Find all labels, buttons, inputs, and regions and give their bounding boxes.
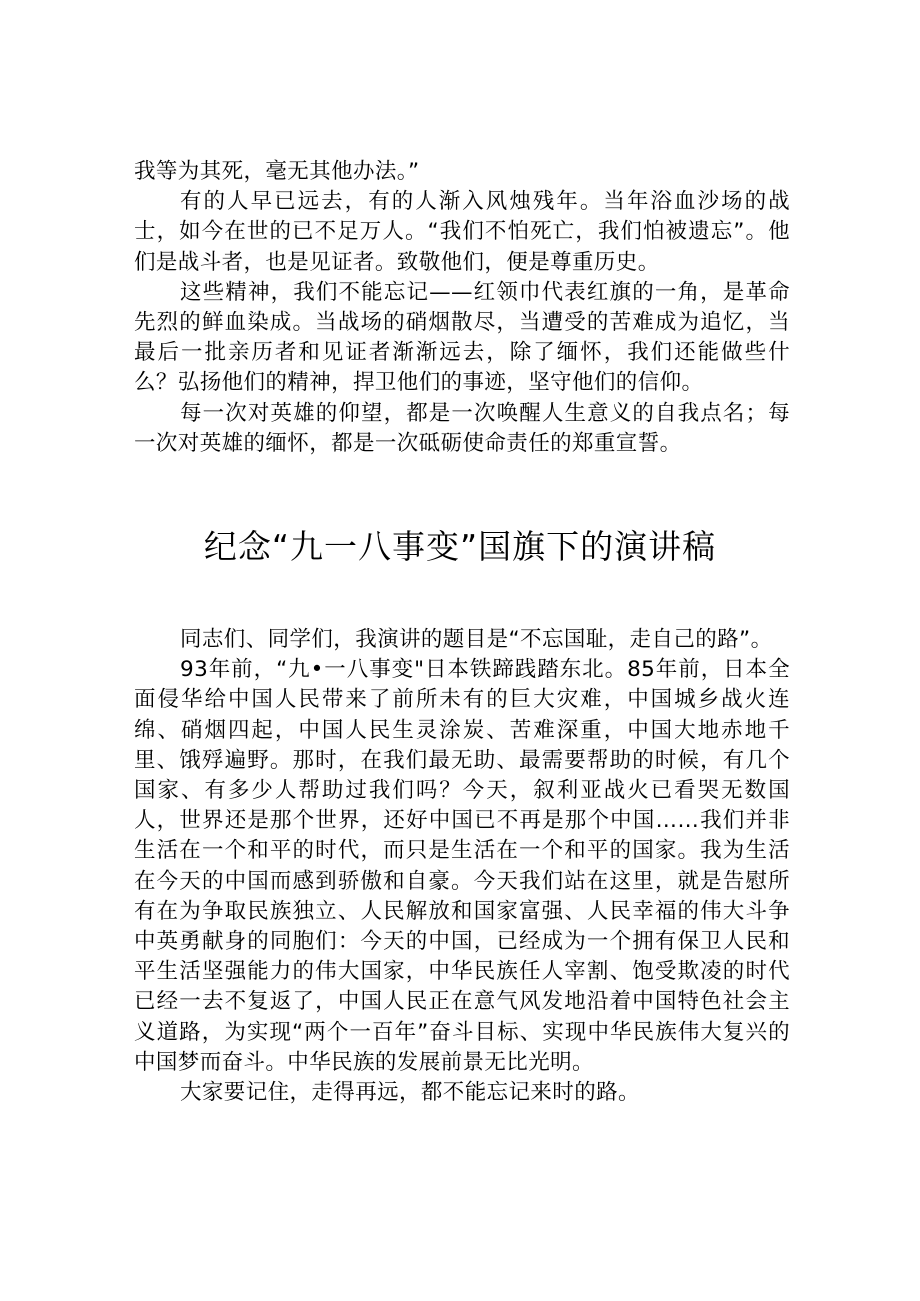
paragraph: 每一次对英雄的仰望，都是一次唤醒人生意义的自我点名；每一次对英雄的缅怀，都是一次砥砺使命责任的郑重宣誓。 xyxy=(134,400,790,456)
section-1-text xyxy=(134,157,790,459)
paragraph: 这些精神，我们不能忘记——红领巾代表红旗的一角，是革命先烈的鲜血染成。当战场的硝烟散尽，当遭受的苦难成为追忆，当最后一批亲历者和见证者渐渐远去，除了缅怀，我们还能做些什么？弘扬他们的精神，捍卫他们的事迹，坚守他们的信仰。 xyxy=(134,279,790,396)
paragraph: 大家要记住，走得再远，都不能忘记来时的路。 xyxy=(180,1080,640,1106)
speech-title: 纪念“九一八事变”国旗下的演讲稿 xyxy=(203,527,717,566)
section-2-text xyxy=(134,625,790,1108)
paragraph: 有的人早已远去，有的人渐入风烛残年。当年浴血沙场的战士，如今在世的已不足万人。“我们不怕死亡，我们怕被遗忘”。他们是战斗者，也是见证者。致敬他们，便是尊重历史。 xyxy=(134,189,790,275)
paragraph: 93年前，“九•一八事变"日本铁蹄践踏东北。85年前，日本全面侵华给中国人民带来了前所未有的巨大灾难，中国城乡战火连绵、硝烟四起，中国人民生灵涂炭、苦难深重，中国大地赤地千里、饿殍遍野。那时，在我们最无助、最需要帮助的时候，有几个国家、有多少人帮助过我们吗？今天，叙利亚战火已看哭无数国人，世界还是那个世界，还好中国已不再是那个中国……我们并非生活在一个和平的时代，而只是生活在一个和平的国家。我为生活在今天的中国而感到骄傲和自豪。今天我们站在这里，就是告慰所有在为争取民族独立、人民解放和国家富强、人民幸福的伟大斗争中英勇献身的同胞们：今天的中国，已经成为一个拥有保卫人民和平生活坚强能力的伟大国家，中华民族任人宰割、饱受欺凌的时代已经一去不复返了，中国人民正在意气风发地沿着中国特色社会主义道路，为实现“两个一百年”奋斗目标、实现中华民族伟大复兴的中国梦而奋斗。中华民族的发展前景无比光明。 xyxy=(134,657,790,1075)
paragraph: 我等为其死，毫无其他办法。” xyxy=(134,159,420,184)
paragraph: 同志们、同学们，我演讲的题目是“不忘国耻，走自己的路”。 xyxy=(180,627,773,652)
